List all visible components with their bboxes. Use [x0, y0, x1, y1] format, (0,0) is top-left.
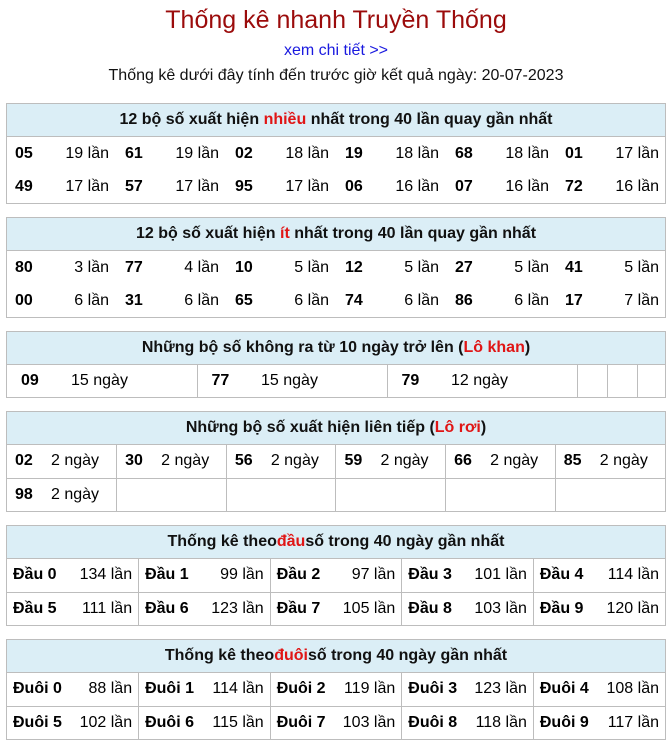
- number: 30: [125, 452, 143, 470]
- stat-cell: [402, 592, 534, 625]
- number-cell: 61: [125, 144, 143, 162]
- number: 98: [15, 485, 33, 503]
- stat-cell: [7, 673, 139, 706]
- count-cell: 17 lần: [615, 144, 659, 162]
- stat-label: Đuôi 9: [539, 713, 589, 731]
- empty-cell: [577, 365, 607, 397]
- stat-cell: [533, 592, 665, 625]
- number-cell: 68: [455, 144, 473, 162]
- stat-cell: [139, 706, 271, 739]
- stat-cell: [7, 592, 139, 625]
- stat-label: Đầu 7: [276, 599, 321, 617]
- empty-cell: [555, 478, 665, 511]
- number: 66: [454, 452, 472, 470]
- count-cell: 5 lần: [514, 258, 549, 276]
- number-cell: 72: [565, 177, 583, 195]
- stat-cell: [270, 592, 402, 625]
- number-cell: 41: [565, 258, 583, 276]
- number-cell: 01: [565, 144, 583, 162]
- lo-roi-rows: [7, 445, 665, 511]
- number-cell: 05: [15, 144, 33, 162]
- stat-cell: [270, 706, 402, 739]
- stat-cell: [139, 559, 271, 592]
- stat-label: Đầu 1: [145, 566, 189, 584]
- stat-count: 101 lần: [474, 566, 527, 584]
- number-cell: 19: [345, 144, 363, 162]
- stat-count: 123 lần: [474, 680, 527, 698]
- stat-label: Đầu 8: [408, 599, 452, 617]
- number-cell: 95: [235, 177, 253, 195]
- count-cell: 6 lần: [404, 291, 439, 309]
- stat-count: 134 lần: [79, 566, 133, 584]
- duoi-rows: [7, 673, 665, 739]
- most-rows: [7, 137, 667, 203]
- number-cell: 49: [15, 177, 33, 195]
- stat-count: 118 lần: [475, 713, 527, 731]
- lo-roi-section: [6, 411, 666, 512]
- dau-section: [6, 525, 666, 626]
- number-cell: 80: [15, 258, 33, 276]
- stat-label: Đầu 5: [13, 599, 57, 617]
- stat-cell: [402, 559, 534, 592]
- stat-label: Đầu 6: [145, 599, 189, 617]
- stat-cell: [270, 559, 402, 592]
- stat-cell: [402, 673, 534, 706]
- stat-label: Đuôi 6: [145, 713, 194, 731]
- stat-label: Đầu 4: [539, 566, 584, 584]
- number-cell: [226, 445, 336, 478]
- table-row: [7, 559, 665, 592]
- view-details-link[interactable]: xem chi tiết >>: [283, 42, 389, 59]
- count-cell: 18 lần: [505, 144, 549, 162]
- stat-cell: [139, 673, 271, 706]
- stat-cell: [533, 673, 665, 706]
- number-cell: [555, 445, 665, 478]
- stat-label: Đuôi 8: [408, 713, 458, 731]
- table-row: [7, 673, 665, 706]
- days: 2 ngày: [161, 452, 210, 470]
- stat-label: Đầu 3: [408, 566, 452, 584]
- count-cell: 16 lần: [395, 177, 439, 195]
- stat-label: Đuôi 3: [408, 680, 458, 698]
- stat-label: Đuôi 4: [539, 680, 589, 698]
- stat-label: Đuôi 1: [145, 680, 194, 698]
- number-cell: 00: [15, 291, 33, 309]
- stat-label: Đuôi 0: [13, 680, 62, 698]
- stat-label: Đuôi 2: [276, 680, 326, 698]
- section-title: 12 bộ số xuất hiện ít nhất trong 40 lần quay gần nhất: [7, 218, 665, 251]
- empty-cell: [226, 478, 336, 511]
- section-title: Những bộ số không ra từ 10 ngày trở lên ( Lô khan ): [7, 332, 665, 365]
- section-title: Thống kê theo đầu số trong 40 ngày gần nhất: [7, 526, 665, 559]
- number-cell: 06: [345, 177, 363, 195]
- number: 85: [563, 452, 582, 470]
- number-cell: 09: [21, 372, 39, 389]
- number-cell: [7, 445, 117, 478]
- count-cell: 6 lần: [74, 291, 109, 309]
- count-cell: 19 lần: [175, 144, 219, 162]
- stat-cell: [7, 559, 139, 592]
- days: 2 ngày: [51, 485, 100, 503]
- stat-label: Đuôi 7: [276, 713, 326, 731]
- number: 56: [234, 452, 253, 470]
- count-cell: 16 lần: [615, 177, 659, 195]
- stat-label: Đầu 9: [539, 599, 584, 617]
- days-cell: 12 ngày: [447, 365, 577, 397]
- most-frequent-section: [6, 103, 666, 204]
- stat-count: 117 lần: [607, 713, 659, 731]
- section-title: 12 bộ số xuất hiện nhiều nhất trong 40 lần quay gần nhất: [7, 104, 665, 137]
- count-cell: 7 lần: [624, 291, 659, 309]
- stat-count: 123 lần: [211, 599, 264, 617]
- table-row: [7, 706, 665, 739]
- stat-count: 102 lần: [79, 713, 133, 731]
- count-cell: 5 lần: [294, 258, 329, 276]
- least-frequent-table: [7, 251, 667, 317]
- stat-cell: [7, 706, 139, 739]
- stat-count: 108 lần: [606, 680, 659, 698]
- dau-rows: [7, 559, 665, 625]
- table-row: [7, 445, 665, 478]
- most-frequent-table: [7, 137, 667, 203]
- days: 2 ngày: [51, 452, 100, 470]
- days: 2 ngày: [380, 452, 429, 470]
- number-cell: [446, 445, 556, 478]
- stat-label: Đuôi 5: [13, 713, 62, 731]
- stat-cell: [533, 559, 665, 592]
- stat-count: 114 lần: [212, 680, 264, 698]
- count-cell: 17 lần: [285, 177, 329, 195]
- count-cell: 18 lần: [285, 144, 329, 162]
- count-cell: 17 lần: [65, 177, 109, 195]
- count-cell: 4 lần: [184, 258, 219, 276]
- number-cell: [336, 445, 446, 478]
- table-row: [7, 478, 665, 511]
- stat-cell: [533, 706, 665, 739]
- table-row: [7, 592, 665, 625]
- stat-count: 111 lần: [81, 599, 133, 617]
- lo-khan-table: [7, 365, 667, 397]
- page-subtitle: Thống kê dưới đây tính đến trước giờ kết quả ngày: 20-07-2023: [108, 67, 564, 84]
- page-title: Thống kê nhanh Truyền Thống: [165, 6, 507, 34]
- stat-count: 103 lần: [474, 599, 527, 617]
- least-frequent-section: [6, 217, 666, 318]
- number-cell: 07: [455, 177, 473, 195]
- stat-count: 105 lần: [342, 599, 396, 617]
- least-rows: [7, 251, 667, 317]
- days-cell: 15 ngày: [67, 365, 197, 397]
- count-cell: 19 lần: [65, 144, 109, 162]
- stat-count: 114 lần: [607, 566, 659, 584]
- stat-cell: [139, 592, 271, 625]
- count-cell: 17 lần: [175, 177, 219, 195]
- days: 2 ngày: [490, 452, 539, 470]
- number-cell: 31: [125, 291, 143, 309]
- empty-cell: [446, 478, 556, 511]
- number: 59: [344, 452, 363, 470]
- empty-cell: [607, 365, 637, 397]
- days: 2 ngày: [270, 452, 319, 470]
- number-cell: 86: [455, 291, 473, 309]
- count-cell: 3 lần: [74, 258, 109, 276]
- count-cell: 5 lần: [404, 258, 439, 276]
- duoi-table: [7, 673, 665, 739]
- empty-cell: [336, 478, 446, 511]
- stat-count: 88 lần: [88, 680, 133, 698]
- stat-count: 120 lần: [606, 599, 659, 617]
- table-row: [7, 251, 667, 284]
- days: 2 ngày: [599, 452, 648, 470]
- stat-count: 97 lần: [351, 566, 396, 584]
- days-cell: 15 ngày: [257, 365, 387, 397]
- empty-cell: [117, 478, 227, 511]
- stat-count: 119 lần: [343, 680, 396, 698]
- dau-table: [7, 559, 665, 625]
- count-cell: 6 lần: [184, 291, 219, 309]
- number: 02: [15, 452, 33, 470]
- number-cell: [7, 478, 117, 511]
- section-title: Thống kê theo đuôi số trong 40 ngày gần nhất: [7, 640, 665, 673]
- lo-khan-section: [6, 331, 666, 398]
- stat-cell: [402, 706, 534, 739]
- number-cell: 57: [125, 177, 143, 195]
- number-cell: 79: [401, 372, 420, 389]
- count-cell: 6 lần: [514, 291, 549, 309]
- number-cell: 77: [125, 258, 143, 276]
- duoi-section: [6, 639, 666, 740]
- count-cell: 5 lần: [624, 258, 659, 276]
- stat-cell: [270, 673, 402, 706]
- number-cell: 74: [345, 291, 363, 309]
- stat-count: 99 lần: [220, 566, 264, 584]
- number-cell: 12: [345, 258, 363, 276]
- table-row: [7, 284, 667, 317]
- number-cell: 02: [235, 144, 253, 162]
- stat-count: 103 lần: [342, 713, 396, 731]
- number-cell: 65: [235, 291, 253, 309]
- table-row: [7, 170, 667, 203]
- count-cell: 16 lần: [505, 177, 549, 195]
- empty-cell: [637, 365, 667, 397]
- number-cell: 77: [211, 372, 230, 389]
- stat-count: 115 lần: [212, 713, 264, 731]
- count-cell: 6 lần: [294, 291, 329, 309]
- stat-label: Đầu 0: [13, 566, 57, 584]
- number-cell: 27: [455, 258, 473, 276]
- number-cell: 10: [235, 258, 253, 276]
- section-title: Những bộ số xuất hiện liên tiếp ( Lô rơi ): [7, 412, 665, 445]
- number-cell: [117, 445, 227, 478]
- number-cell: 17: [565, 291, 583, 309]
- lo-roi-table: [7, 445, 665, 511]
- table-row: [7, 137, 667, 170]
- stat-label: Đầu 2: [276, 566, 321, 584]
- lo-khan-row: [7, 365, 667, 397]
- count-cell: 18 lần: [395, 144, 439, 162]
